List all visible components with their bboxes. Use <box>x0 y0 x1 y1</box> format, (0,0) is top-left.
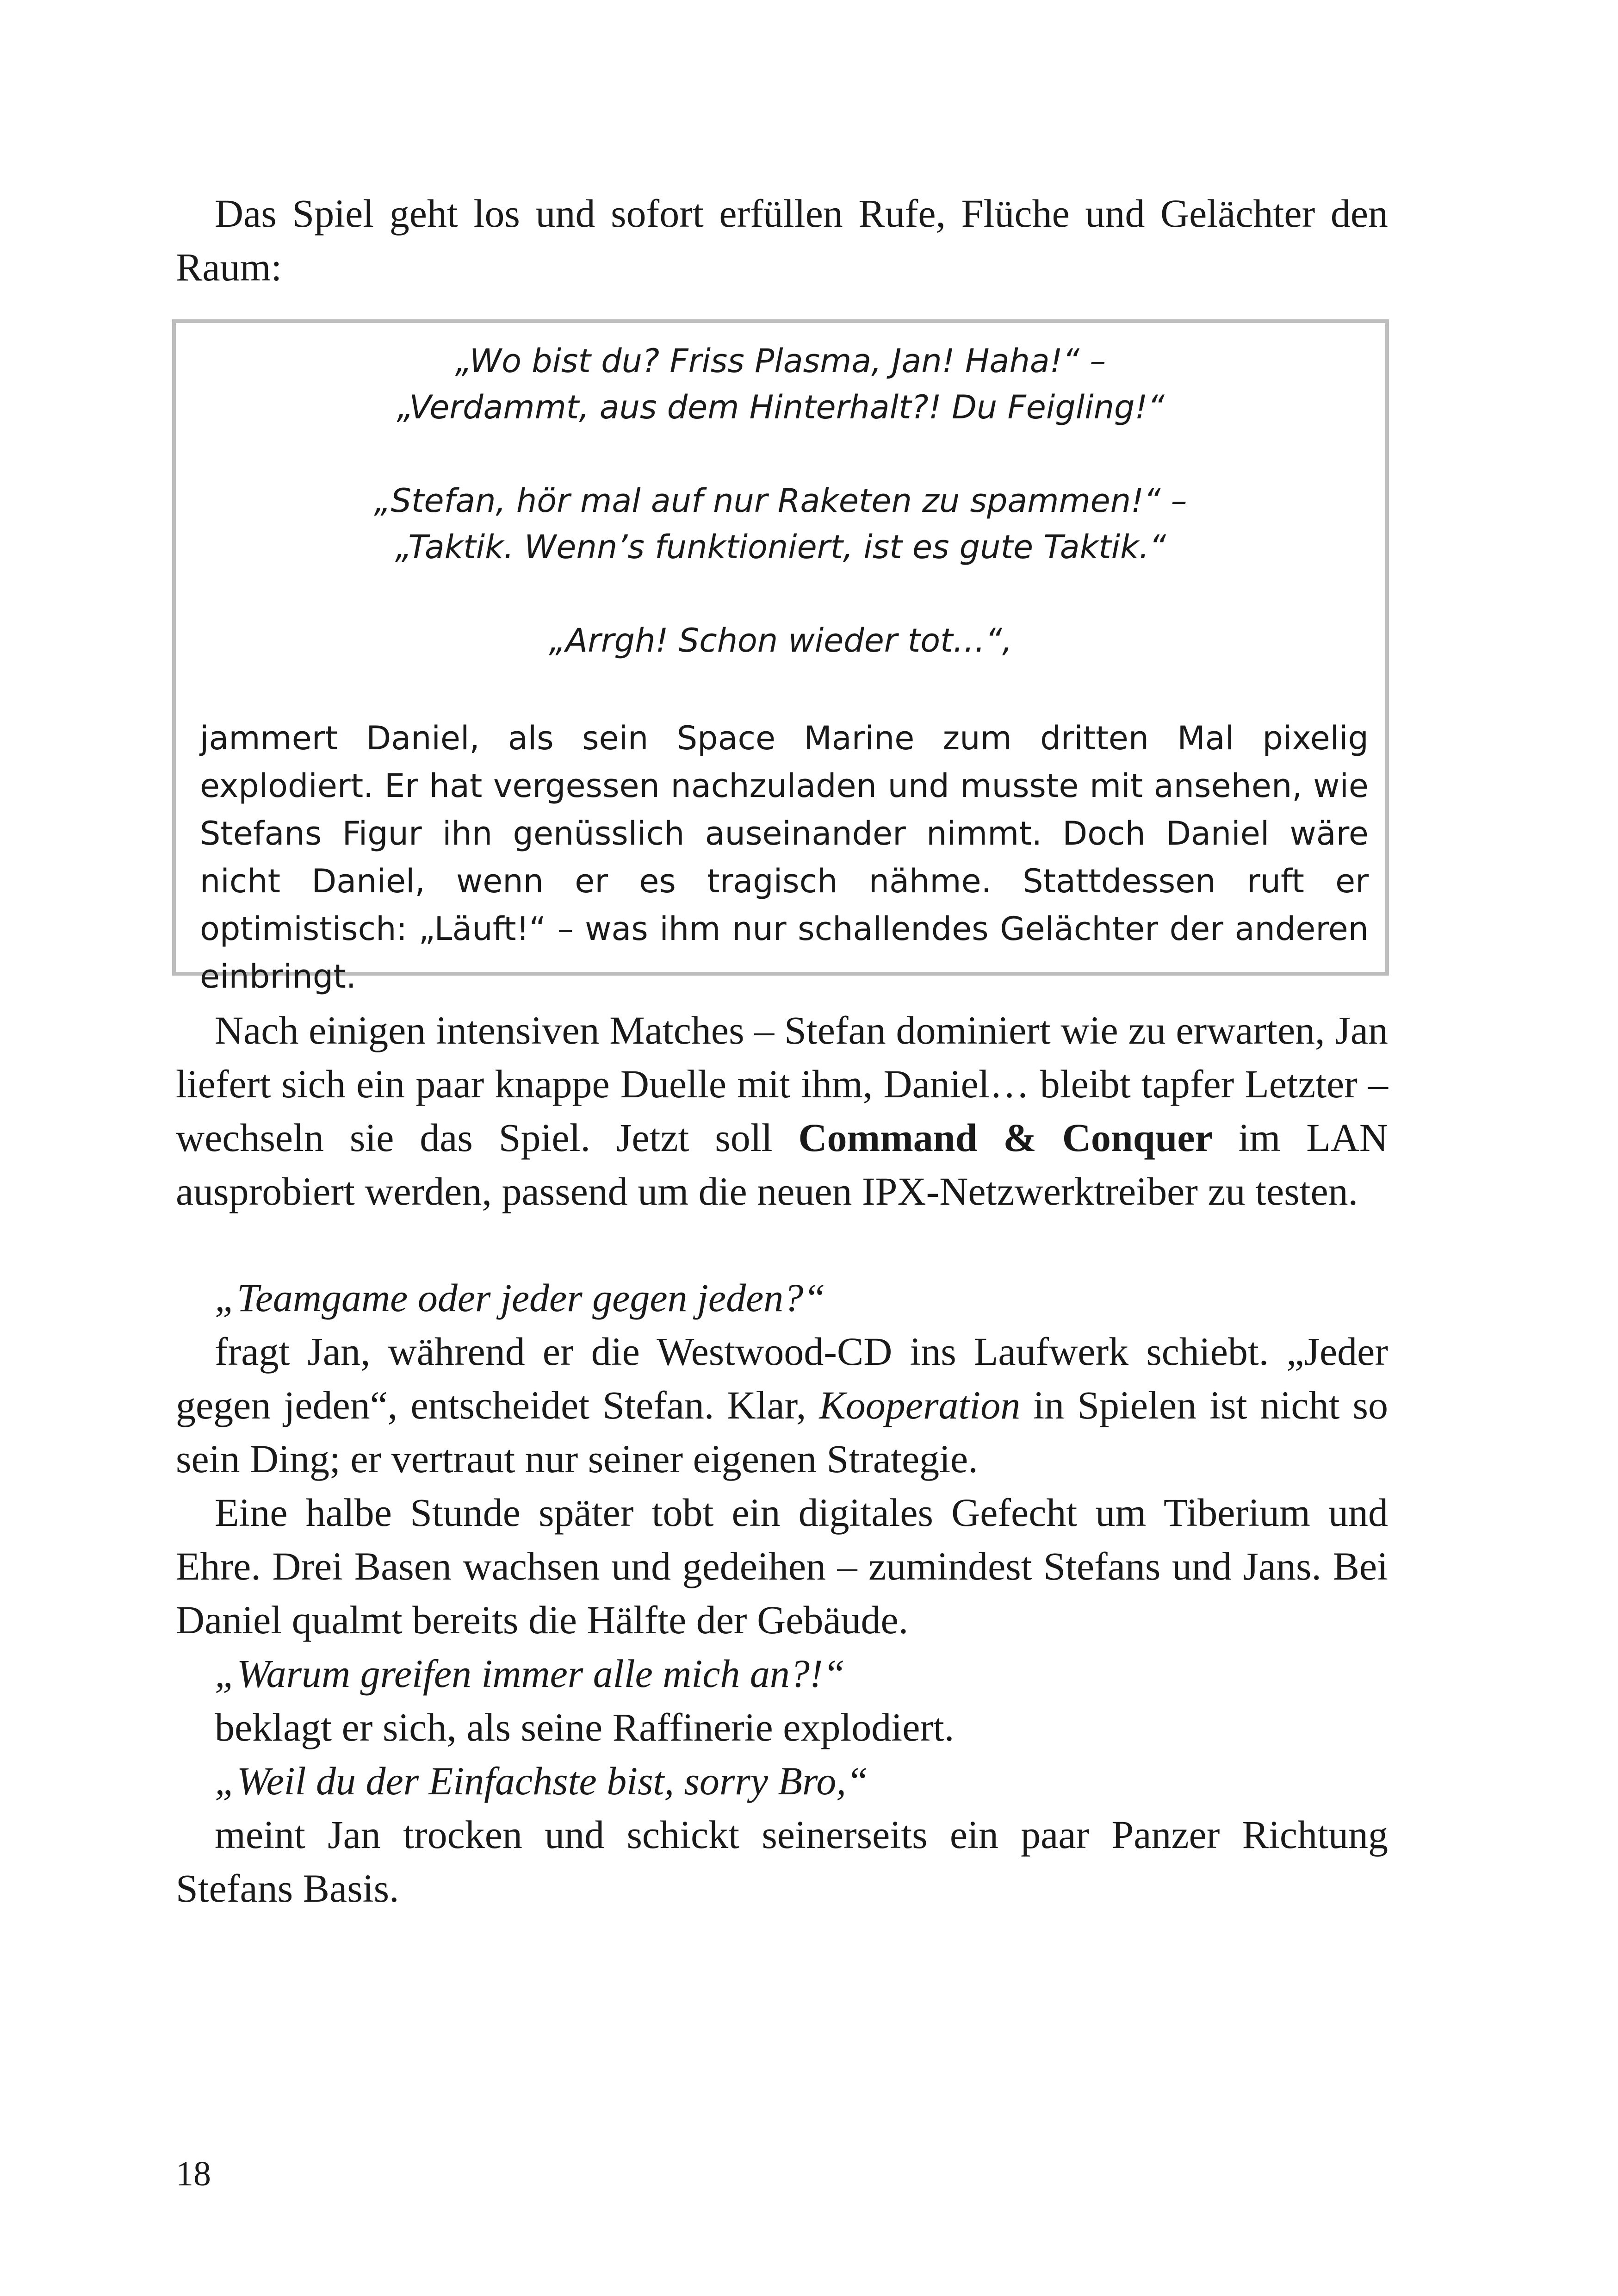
paragraph-text: fragt Jan, während er die Westwood-CD ins Laufwerk schiebt. „Jeder gegen jeden“, entscheidet Stefan. Klar, <box>176 1329 1388 1427</box>
dialogue-box <box>172 319 1389 996</box>
quote-text: „Teamgame oder jeder gegen jeden?“ <box>215 1276 826 1320</box>
intro-paragraph: Das Spiel geht los und sofort erfüllen Rufe, Flüche und Gelächter den Raum: <box>176 191 1388 289</box>
paragraph-text: im LAN ausprobiert werden, passend um die neuen IPX-Netzwerktreiber zu testen. <box>176 1115 1388 1213</box>
paragraph <box>176 1003 1388 1218</box>
quote-line: „Taktik. Wenn’s funktioniert, ist es gute Taktik.“ <box>395 528 1166 566</box>
game-title: Command & Conquer <box>798 1115 1213 1160</box>
quote-line: „Wo bist du? Friss Plasma, Jan! Haha!“ – <box>455 342 1106 380</box>
quote-text: „Weil du der Einfachste bist, sorry Bro,“ <box>215 1759 868 1803</box>
quote-line: „Arrgh! Schon wieder tot…“, <box>548 622 1013 660</box>
quote-text: „Warum greifen immer alle mich an?!“ <box>215 1651 845 1696</box>
page-number: 18 <box>176 2154 211 2193</box>
dialogue-line <box>215 1647 1390 1700</box>
narration-line: beklagt er sich, als seine Raffinerie explodiert. <box>215 1705 955 1749</box>
box-paragraph: jammert Daniel, als sein Space Marine zum dritten Mal pixelig explodiert. Er hat vergessen nachzuladen und musste mit ansehen, wie Stefans Figur ihn genüsslich auseinander nimmt. Doch Daniel wäre nicht Daniel, wenn er es tragisch nähme. Stattdessen ruft er optimistisch: „Läuft!“ – was ihm nur schallendes Gelächter der anderen einbringt. <box>200 719 1369 996</box>
emphasis-text: Kooperation <box>819 1383 1021 1427</box>
dialogue-line <box>215 1754 1390 1808</box>
paragraph: meint Jan trocken und schickt seinerseits ein paar Panzer Richtung Stefans Basis. <box>176 1812 1388 1910</box>
paragraph: Eine halbe Stunde später tobt ein digitales Gefecht um Tiberium und Ehre. Drei Basen wachsen und gedeihen – zumindest Stefans und Jans. Bei Daniel qualmt bereits die Hälfte der Gebäude. <box>176 1490 1388 1642</box>
paragraph-text: Nach einigen intensiven Matches – Stefan dominiert wie zu erwarten, Jan liefert sich ein paar knappe Duelle mit ihm, Daniel… bleibt tapfer Letzter – wechseln sie das Spiel. Jetzt soll <box>176 1008 1388 1160</box>
paragraph-text: in Spielen ist nicht so sein Ding; er vertraut nur seiner eigenen Strategie. <box>176 1383 1388 1481</box>
quote-line: „Stefan, hör mal auf nur Raketen zu spammen!“ – <box>374 482 1187 520</box>
quote-line: „Verdammt, aus dem Hinterhalt?! Du Feigling!“ <box>397 388 1165 426</box>
paragraph <box>176 1325 1388 1486</box>
dialogue-line <box>215 1271 1390 1325</box>
